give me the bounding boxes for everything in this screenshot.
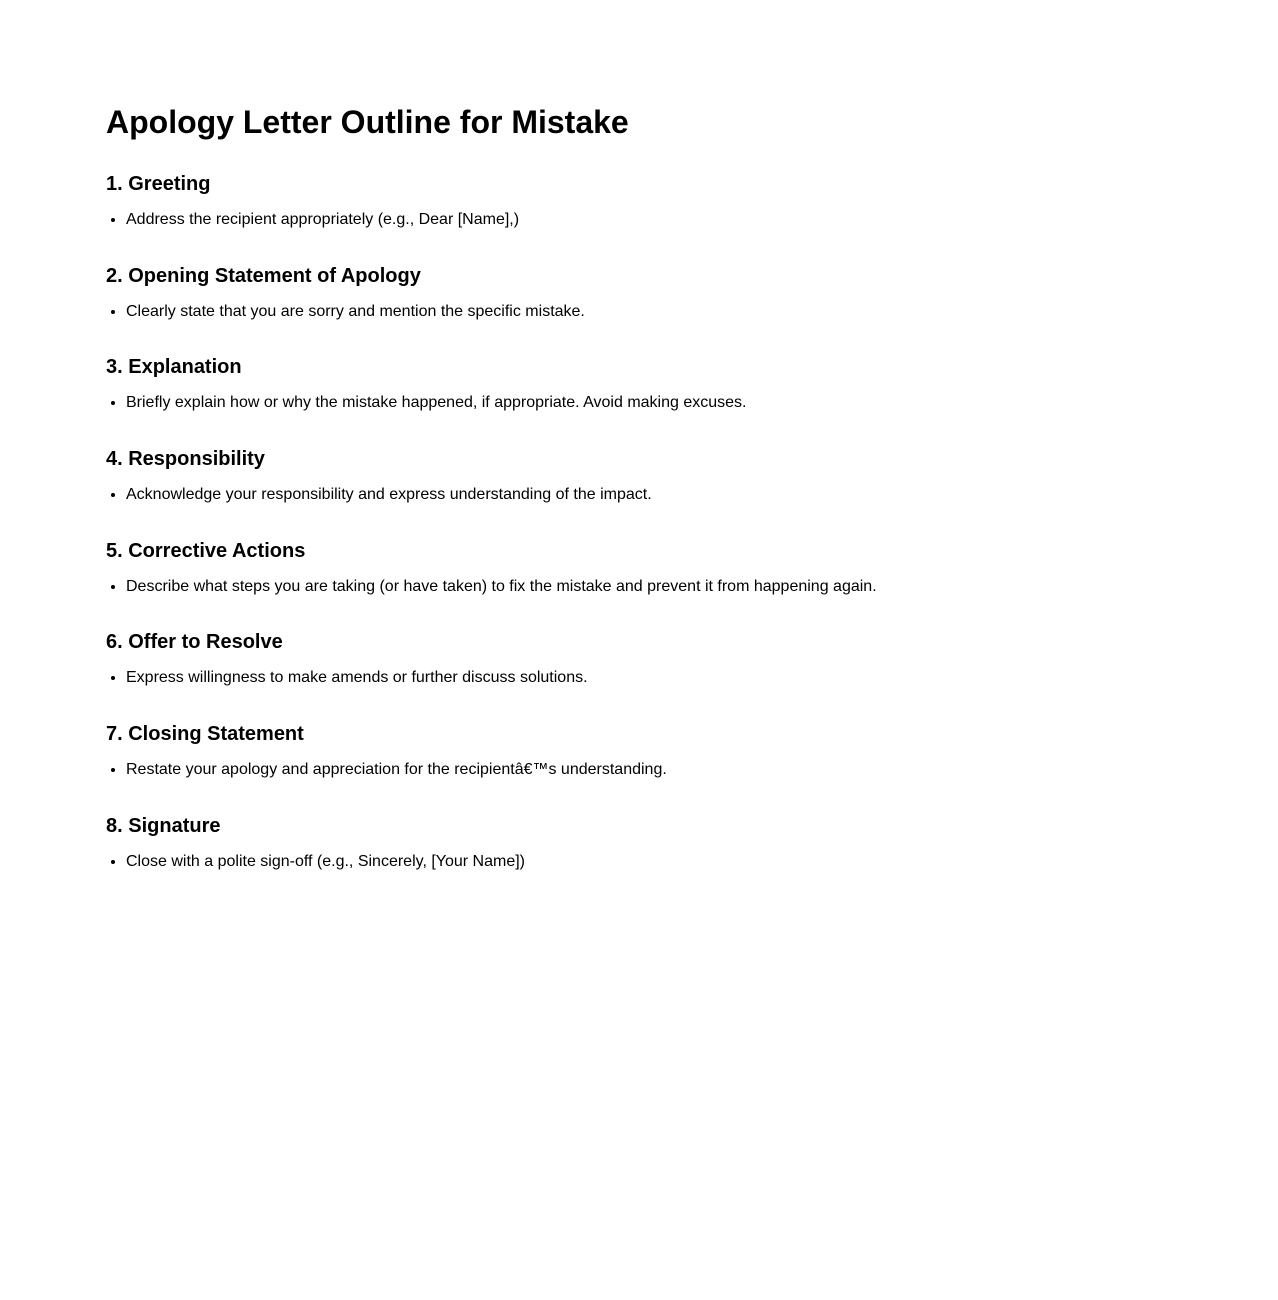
section-heading: 5. Corrective Actions (106, 539, 306, 562)
section-corrective-actions (106, 539, 1206, 631)
list-item: • Acknowledge your responsibility and express understanding of the impact. (126, 483, 1206, 507)
list-item: • Describe what steps you are taking (or have taken) to fix the mistake and prevent it from happening again. (126, 575, 1206, 599)
section-offer-to-resolve (106, 630, 1206, 722)
section-heading: 1. Greeting (106, 173, 211, 195)
list-item: • Clearly state that you are sorry and mention the specific mistake. (126, 300, 1206, 324)
section-heading: 6. Offer to Resolve (106, 631, 283, 654)
section-responsibility (106, 447, 1206, 539)
bullet-list (106, 300, 1206, 324)
section-heading: 3. Explanation (106, 356, 242, 379)
bullet-list (106, 575, 1206, 599)
section-heading: 4. Responsibility (106, 448, 265, 471)
bullet-list (106, 666, 1206, 690)
section-opening-statement (106, 264, 1206, 356)
page-title: Apology Letter Outline for Mistake (106, 104, 629, 140)
section-closing-statement (106, 722, 1206, 814)
list-item: • Close with a polite sign-off (e.g., Sincerely, [Your Name]) (126, 850, 1206, 874)
bullet-list (106, 208, 1206, 232)
bullet-list (106, 758, 1206, 782)
section-greeting (106, 172, 1206, 264)
outline-sections (106, 172, 1206, 906)
list-item: • Restate your apology and appreciation for the recipientâ€™s understanding. (126, 758, 1206, 782)
section-heading: 7. Closing Statement (106, 723, 304, 746)
bullet-list (106, 483, 1206, 507)
list-item: • Briefly explain how or why the mistake happened, if appropriate. Avoid making excuses. (126, 391, 1206, 415)
list-item: • Address the recipient appropriately (e.g., Dear [Name],) (126, 208, 1206, 232)
bullet-list (106, 850, 1206, 874)
section-heading: 8. Signature (106, 814, 221, 837)
section-explanation (106, 355, 1206, 447)
list-item: • Express willingness to make amends or further discuss solutions. (126, 666, 1206, 690)
section-heading: 2. Opening Statement of Apology (106, 264, 421, 287)
bullet-list (106, 391, 1206, 415)
section-signature (106, 814, 1206, 906)
